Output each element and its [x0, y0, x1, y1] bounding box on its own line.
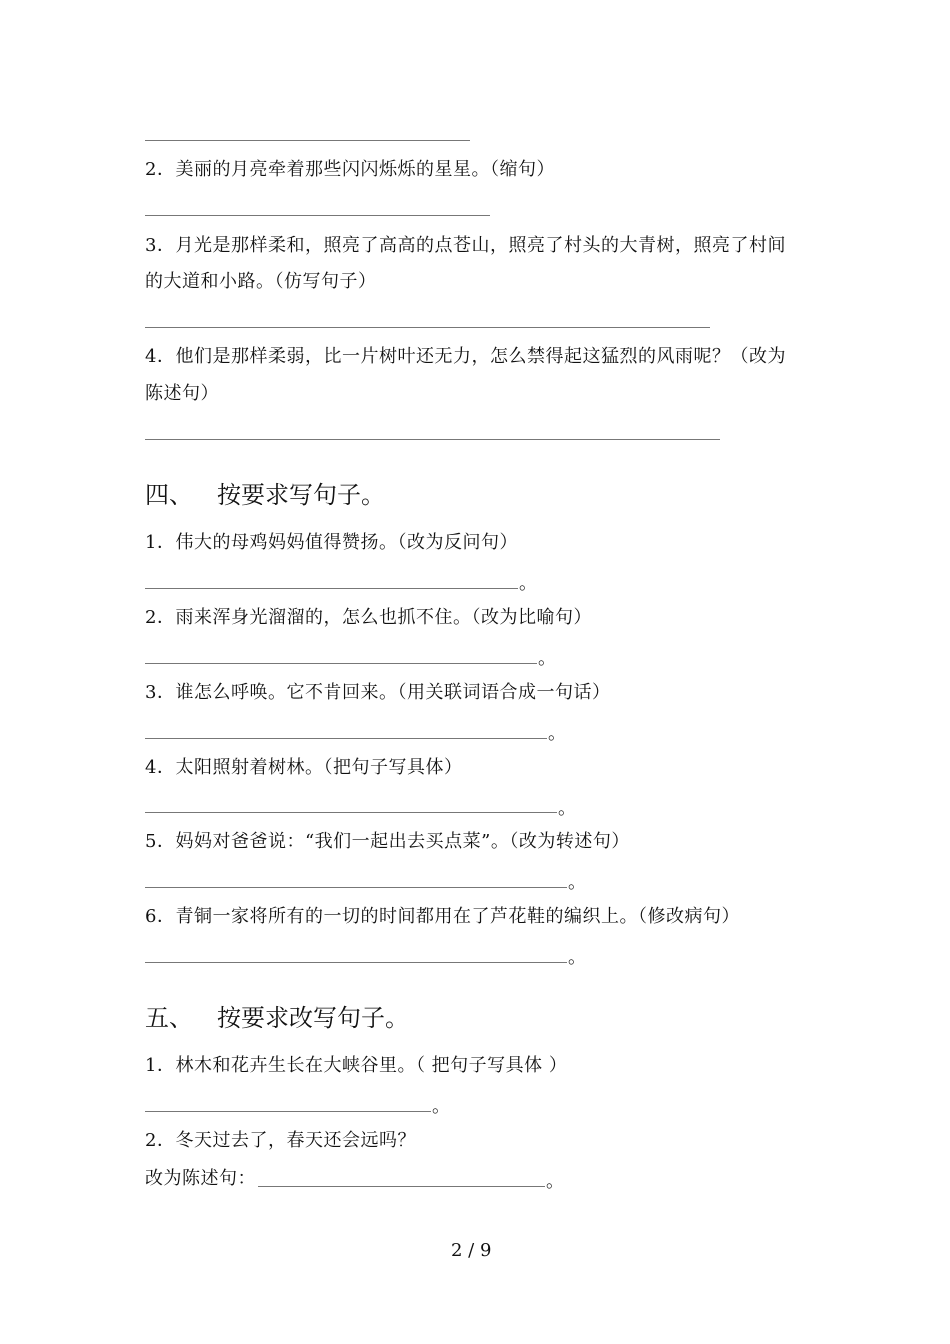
answer-line-s4-q4[interactable]	[145, 812, 557, 813]
page-number: 2 / 9	[451, 1240, 492, 1261]
answer-line-s4-q3[interactable]	[145, 738, 547, 739]
period-s4-q1: 。	[519, 573, 537, 594]
answer-line-s4-q6[interactable]	[145, 962, 567, 963]
s3-question-3-line2: 的大道和小路。（仿写句子）	[145, 271, 377, 292]
s4-question-4: 4．太阳照射着树林。（把句子写具体）	[145, 757, 463, 778]
s5-question-2-prompt: 改为陈述句：	[145, 1168, 256, 1189]
answer-line-s4-q5[interactable]	[145, 887, 567, 888]
s4-question-6: 6．青铜一家将所有的一切的时间都用在了芦花鞋的编织上。（修改病句）	[145, 906, 740, 927]
section-5-number: 五、	[145, 1004, 193, 1032]
section-5-title: 按要求改写句子。	[217, 1004, 409, 1032]
answer-line-s3-q4[interactable]	[145, 439, 720, 440]
period-s5-q2: 。	[546, 1171, 564, 1192]
answer-line-s3-q2[interactable]	[145, 215, 490, 216]
s4-question-2: 2．雨来浑身光溜溜的，怎么也抓不住。（改为比喻句）	[145, 607, 592, 628]
section-4-heading	[145, 480, 385, 510]
s5-question-2: 2．冬天过去了，春天还会远吗？	[145, 1130, 416, 1151]
s3-question-4-line1: 4．他们是那样柔弱，比一片树叶还无力，怎么禁得起这猛烈的风雨呢？（改为	[145, 346, 786, 367]
s3-question-3-line1: 3．月光是那样柔和，照亮了高高的点苍山，照亮了村头的大青树，照亮了村间	[145, 235, 786, 256]
section-4-number: 四、	[145, 481, 193, 509]
period-s4-q4: 。	[558, 798, 576, 819]
answer-line-s5-q1[interactable]	[145, 1111, 431, 1112]
answer-line-s4-q2[interactable]	[145, 663, 537, 664]
answer-line-s3-q1[interactable]	[145, 140, 470, 141]
s4-question-1: 1．伟大的母鸡妈妈值得赞扬。（改为反问句）	[145, 532, 518, 553]
s3-question-4-line2: 陈述句）	[145, 383, 219, 404]
s4-question-5: 5．妈妈对爸爸说：“我们一起出去买点菜”。（改为转述句）	[145, 831, 630, 852]
s5-question-1: 1．林木和花卉生长在大峡谷里。（ 把句子写具体 ）	[145, 1055, 568, 1076]
period-s5-q1: 。	[432, 1096, 450, 1117]
s3-question-2: 2．美丽的月亮牵着那些闪闪烁烁的星星。（缩句）	[145, 159, 555, 180]
answer-line-s3-q3[interactable]	[145, 327, 710, 328]
answer-line-s5-q2[interactable]	[258, 1186, 545, 1187]
answer-line-s4-q1[interactable]	[145, 588, 518, 589]
section-4-title: 按要求写句子。	[217, 481, 385, 509]
period-s4-q6: 。	[568, 947, 586, 968]
section-5-heading	[145, 1003, 409, 1033]
period-s4-q3: 。	[548, 723, 566, 744]
s4-question-3: 3．谁怎么呼唤。它不肯回来。（用关联词语合成一句话）	[145, 682, 611, 703]
period-s4-q5: 。	[568, 872, 586, 893]
period-s4-q2: 。	[538, 648, 556, 669]
